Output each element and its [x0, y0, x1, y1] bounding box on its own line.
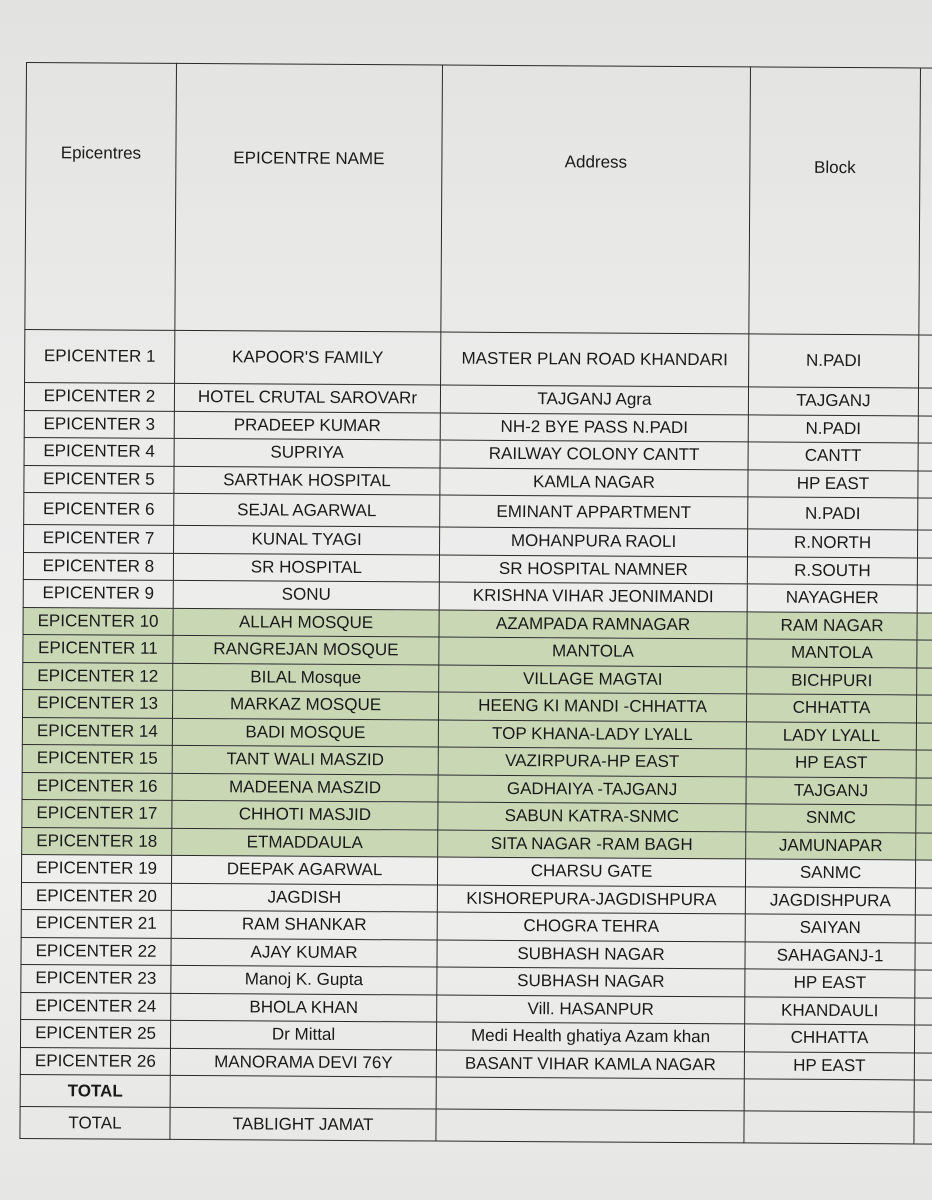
- header-block: Block: [749, 67, 921, 335]
- cell-name: RAM SHANKAR: [171, 910, 437, 939]
- cell-extra: [917, 667, 932, 695]
- cell-name: CHHOTI MASJID: [172, 800, 438, 829]
- cell-address: RAILWAY COLONY CANTT: [440, 440, 748, 469]
- cell-block: R.SOUTH: [747, 556, 917, 585]
- cell-extra: [916, 750, 932, 778]
- cell-epicentre: EPICENTER 23: [21, 964, 171, 992]
- cell-name: MARKAZ MOSQUE: [172, 690, 438, 719]
- cell-extra: [914, 1080, 932, 1112]
- cell-extra: [914, 1112, 932, 1144]
- cell-total-address: [436, 1109, 744, 1143]
- cell-name: ETMADDAULA: [172, 828, 438, 857]
- cell-address: VAZIRPURA-HP EAST: [438, 747, 746, 776]
- table-body: [20, 329, 932, 1144]
- cell-address: VILLAGE MAGTAI: [439, 665, 747, 694]
- cell-extra: [916, 722, 932, 750]
- cell-epicentre: EPICENTER 16: [22, 772, 172, 800]
- cell-epicentre: EPICENTER 14: [22, 717, 172, 745]
- cell-epicentre: EPICENTER 11: [23, 634, 173, 662]
- cell-block: CHHATTA: [746, 694, 916, 723]
- cell-total-block: [744, 1079, 914, 1112]
- cell-extra: [915, 997, 932, 1025]
- cell-total-label: TOTAL: [20, 1074, 170, 1107]
- cell-epicentre: EPICENTER 12: [23, 662, 173, 690]
- cell-extra: [915, 860, 932, 888]
- cell-block: NAYAGHER: [747, 584, 917, 613]
- cell-name: MANORAMA DEVI 76Y: [170, 1048, 436, 1077]
- cell-block: SAHAGANJ-1: [745, 941, 915, 970]
- cell-block: TAJGANJ: [748, 387, 918, 416]
- cell-address: MANTOLA: [439, 637, 747, 666]
- cell-block: HP EAST: [746, 749, 916, 778]
- cell-epicentre: EPICENTER 25: [20, 1019, 170, 1047]
- cell-name: SARTHAK HOSPITAL: [174, 466, 440, 495]
- cell-epicentre: EPICENTER 10: [23, 607, 173, 635]
- cell-block: BICHPURI: [747, 666, 917, 695]
- cell-block: N.PADI: [748, 497, 918, 530]
- cell-epicentre: EPICENTER 21: [21, 909, 171, 937]
- cell-block: JAGDISHPURA: [745, 886, 915, 915]
- cell-address: GADHAIYA -TAJGANJ: [438, 775, 746, 804]
- cell-name: RANGREJAN MOSQUE: [173, 635, 439, 664]
- cell-extra: [917, 530, 932, 558]
- cell-name: Manoj K. Gupta: [171, 965, 437, 994]
- cell-block: KHANDAULI: [745, 996, 915, 1025]
- cell-address: AZAMPADA RAMNAGAR: [439, 610, 747, 639]
- cell-epicentre: EPICENTER 18: [22, 827, 172, 855]
- cell-extra: [917, 612, 932, 640]
- cell-extra: [917, 557, 932, 585]
- cell-total-name: TABLIGHT JAMAT: [170, 1107, 436, 1141]
- cell-name: BILAL Mosque: [173, 663, 439, 692]
- cell-epicentre: EPICENTER 6: [24, 492, 174, 525]
- total-row: [20, 1106, 932, 1144]
- cell-block: SAIYAN: [745, 914, 915, 943]
- cell-name: PRADEEP KUMAR: [174, 411, 440, 440]
- cell-address: SUBHASH NAGAR: [437, 940, 745, 969]
- cell-name: SEJAL AGARWAL: [174, 493, 440, 527]
- cell-extra: [918, 470, 932, 498]
- cell-block: SNMC: [746, 804, 916, 833]
- cell-extra: [915, 970, 932, 998]
- cell-epicentre: EPICENTER 5: [24, 465, 174, 493]
- cell-extra: [914, 1052, 932, 1080]
- cell-name: Dr Mittal: [170, 1020, 436, 1049]
- cell-epicentre: EPICENTER 26: [20, 1047, 170, 1075]
- cell-epicentre: EPICENTER 19: [21, 854, 171, 882]
- cell-address: SABUN KATRA-SNMC: [438, 802, 746, 831]
- cell-name: JAGDISH: [171, 883, 437, 912]
- cell-extra: [916, 832, 932, 860]
- cell-epicentre: EPICENTER 24: [21, 992, 171, 1020]
- header-extra: [919, 68, 932, 335]
- cell-epicentre: EPICENTER 2: [24, 382, 174, 410]
- cell-epicentre: EPICENTER 20: [21, 882, 171, 910]
- cell-address: NH-2 BYE PASS N.PADI: [440, 413, 748, 442]
- cell-epicentre: EPICENTER 13: [22, 689, 172, 717]
- cell-name: TANT WALI MASZID: [172, 745, 438, 774]
- cell-address: Vill. HASANPUR: [437, 995, 745, 1024]
- cell-block: RAM NAGAR: [747, 611, 917, 640]
- cell-epicentre: EPICENTER 17: [22, 799, 172, 827]
- cell-block: HP EAST: [748, 469, 918, 498]
- cell-address: SUBHASH NAGAR: [437, 967, 745, 996]
- cell-address: TAJGANJ Agra: [440, 385, 748, 414]
- cell-address: TOP KHANA-LADY LYALL: [438, 720, 746, 749]
- cell-name: AJAY KUMAR: [171, 938, 437, 967]
- cell-extra: [918, 498, 932, 530]
- cell-address: Medi Health ghatiya Azam khan: [436, 1022, 744, 1051]
- cell-extra: [917, 640, 932, 668]
- cell-name: KUNAL TYAGI: [174, 525, 440, 554]
- header-epicentres: Epicentres: [25, 63, 177, 331]
- cell-extra: [917, 585, 932, 613]
- cell-block: N.PADI: [749, 334, 919, 388]
- cell-block: HP EAST: [744, 1051, 914, 1080]
- cell-address: SR HOSPITAL NAMNER: [439, 555, 747, 584]
- cell-address: MOHANPURA RAOLI: [439, 527, 747, 556]
- cell-name: KAPOOR'S FAMILY: [175, 330, 441, 385]
- cell-total-block: [744, 1111, 914, 1144]
- cell-name: ALLAH MOSQUE: [173, 608, 439, 637]
- cell-extra: [916, 777, 932, 805]
- cell-epicentre: EPICENTER 1: [25, 329, 175, 383]
- cell-extra: [918, 415, 932, 443]
- cell-address: CHOGRA TEHRA: [437, 912, 745, 941]
- cell-block: TAJGANJ: [746, 776, 916, 805]
- header-epicentre-name: EPICENTRE NAME: [175, 63, 443, 332]
- cell-extra: [916, 805, 932, 833]
- cell-name: BADI MOSQUE: [172, 718, 438, 747]
- epicentre-table: [19, 62, 932, 1145]
- header-address: Address: [441, 65, 751, 334]
- cell-address: KRISHNA VIHAR JEONIMANDI: [439, 582, 747, 611]
- cell-epicentre: EPICENTER 4: [24, 437, 174, 465]
- cell-name: DEEPAK AGARWAL: [171, 855, 437, 884]
- cell-address: KAMLA NAGAR: [440, 468, 748, 497]
- cell-name: SONU: [173, 580, 439, 609]
- cell-address: EMINANT APPARTMENT: [440, 495, 748, 529]
- table-row: [25, 329, 932, 388]
- cell-address: KISHOREPURA-JAGDISHPURA: [437, 885, 745, 914]
- cell-name: SUPRIYA: [174, 438, 440, 467]
- cell-extra: [918, 388, 932, 416]
- cell-address: SITA NAGAR -RAM BAGH: [438, 830, 746, 859]
- cell-block: LADY LYALL: [746, 721, 916, 750]
- cell-block: N.PADI: [748, 414, 918, 443]
- cell-block: HP EAST: [745, 969, 915, 998]
- cell-total-name: [170, 1075, 436, 1109]
- cell-address: MASTER PLAN ROAD KHANDARI: [441, 332, 749, 387]
- cell-epicentre: EPICENTER 15: [22, 744, 172, 772]
- cell-extra: [914, 1025, 932, 1053]
- cell-epicentre: EPICENTER 3: [24, 410, 174, 438]
- cell-block: SANMC: [745, 859, 915, 888]
- epicentre-sheet: [26, 62, 932, 1139]
- cell-address: CHARSU GATE: [437, 857, 745, 886]
- cell-block: CANTT: [748, 442, 918, 471]
- cell-extra: [918, 443, 932, 471]
- cell-epicentre: EPICENTER 7: [24, 524, 174, 552]
- header-row: [25, 63, 932, 336]
- cell-address: BASANT VIHAR KAMLA NAGAR: [436, 1050, 744, 1079]
- cell-name: BHOLA KHAN: [171, 993, 437, 1022]
- cell-extra: [915, 942, 932, 970]
- cell-epicentre: EPICENTER 8: [23, 552, 173, 580]
- cell-name: HOTEL CRUTAL SAROVARr: [174, 383, 440, 412]
- cell-block: CHHATTA: [744, 1024, 914, 1053]
- cell-name: MADEENA MASZID: [172, 773, 438, 802]
- cell-epicentre: EPICENTER 9: [23, 579, 173, 607]
- cell-address: HEENG KI MANDI -CHHATTA: [438, 692, 746, 721]
- cell-block: MANTOLA: [747, 639, 917, 668]
- cell-total-label: TOTAL: [20, 1106, 170, 1139]
- cell-epicentre: EPICENTER 22: [21, 937, 171, 965]
- cell-block: JAMUNAPAR: [746, 831, 916, 860]
- cell-name: SR HOSPITAL: [173, 553, 439, 582]
- cell-total-address: [436, 1077, 744, 1111]
- cell-extra: [916, 695, 932, 723]
- cell-extra: [915, 915, 932, 943]
- cell-block: R.NORTH: [747, 529, 917, 558]
- cell-extra: [915, 887, 932, 915]
- cell-extra: [919, 335, 932, 388]
